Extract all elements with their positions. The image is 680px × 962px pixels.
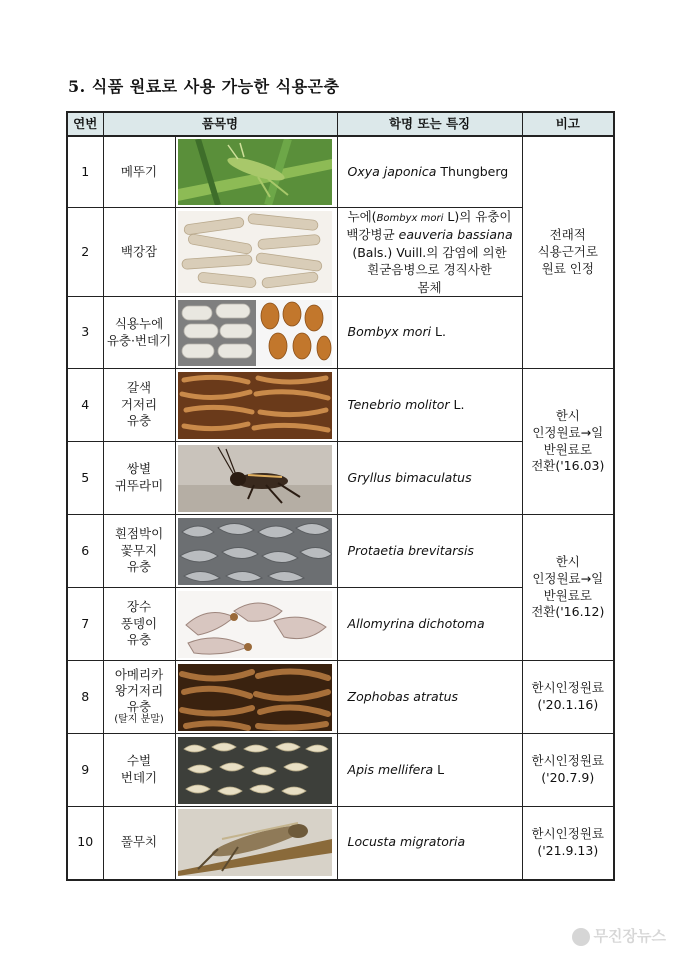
insect-name [103,442,175,515]
name-line: 쌍별 [126,461,152,477]
insect-photo-silkworm-dried [175,208,337,297]
desc-text: L)의 유충이 [443,209,512,224]
table-row [67,734,614,807]
insect-photo-white-spotted-grub [175,515,337,588]
row-number: 5 [67,442,103,515]
insect-name: 풀무치 [103,807,175,880]
note-line: 원료 인정 [541,260,594,276]
scientific-name [337,297,522,369]
scientific-italic: Protaetia brevitarsis [347,542,474,558]
scientific-author: L. [431,324,446,340]
scientific-name [337,369,522,442]
note-line: 한시 [555,553,580,569]
row-number: 6 [67,515,103,588]
edible-insects-table [66,111,615,881]
name-line: 유충 [126,698,152,714]
scientific-name [337,661,522,734]
scientific-italic: Bombyx mori [347,324,432,340]
row-number: 8 [67,661,103,734]
header-no: 연번 [67,112,103,136]
scientific-name [337,807,522,880]
note-line: 전환('16.12) [531,604,605,620]
header-scientific: 학명 또는 특징 [337,112,522,136]
note-line: 반원료로 [543,587,592,603]
name-line: 아메리카 [114,667,164,683]
note-line: 한시 [555,407,580,423]
scientific-italic: Allomyrina dichotoma [347,615,485,631]
insect-photo-silkworm-pupa [175,297,337,369]
note-line: 인정원료→일 [532,424,604,440]
scientific-name [337,588,522,661]
scientific-italic: Oxya japonica [347,163,437,179]
name-line: 왕거저리 [114,682,164,698]
note-line: 식용근거로 [537,244,598,260]
watermark [572,925,666,946]
desc-text: 백강병균 [346,227,399,242]
name-line: 식용누에 [114,315,164,331]
name-line: 갈색 [126,379,152,395]
note-line: ('20.1.16) [537,697,599,712]
note-line: 인정원료→일 [532,570,604,586]
insect-photo-grasshopper [175,136,337,208]
note-line: ('21.9.13) [537,842,599,858]
scientific-italic: Locusta migratoria [347,834,466,850]
note-row10 [522,807,614,880]
scientific-name [337,136,522,208]
scientific-name [337,442,522,515]
note-line: 한시인정원료 [531,825,604,841]
insect-photo-cricket [175,442,337,515]
insect-name [103,297,175,369]
name-line: 수벌 [126,753,152,769]
table-row [67,661,614,734]
name-line: 장수 [126,598,152,614]
desc-line: 몸체 [417,279,442,295]
desc-line [341,208,519,226]
row-number: 4 [67,369,103,442]
name-line: 유충 [126,632,152,648]
table-row [67,807,614,880]
note-line: 한시인정원료 [531,753,604,769]
insect-name: 메뚜기 [103,136,175,208]
name-line: 흰점박이 [114,525,164,541]
scientific-italic: Gryllus bimaculatus [347,469,472,485]
insect-photo-rhinoceros-beetle-grub [175,588,337,661]
row-number: 10 [67,807,103,880]
name-line: 풍뎅이 [120,615,158,631]
name-line: 번데기 [120,770,158,785]
name-line: 꽃무지 [120,542,158,558]
insect-photo-superworm [175,661,337,734]
scientific-italic: Zophobas atratus [347,688,459,704]
name-line: 거저리 [120,396,158,412]
insect-photo-mealworm [175,369,337,442]
scientific-description [337,208,522,297]
desc-line: 흰굳음병으로 경직사한 [367,262,492,277]
table-row [67,369,614,442]
name-line: 유충 [126,559,152,575]
desc-line: (Bals.) Vuill.의 감염에 의한 [352,244,507,260]
scientific-author: L. [449,396,465,412]
name-line: 유충 [126,413,152,429]
scientific-italic: Apis mellifera [347,761,434,777]
note-traditional [522,136,614,369]
row-number: 7 [67,588,103,661]
scientific-name [337,734,522,807]
insect-photo-migratory-locust [175,807,337,880]
note-line: ('20.7.9) [541,770,595,785]
note-line: 전래적 [549,227,586,243]
insect-name [103,369,175,442]
name-line: (탈지 분말) [114,714,164,726]
scientific-italic: Tenebrio molitor [347,396,450,412]
desc-line [341,226,519,244]
section-title: 5. 식품 원료로 사용 가능한 식용곤충 [68,77,340,96]
table-header-row [67,112,614,136]
scientific-name [337,515,522,588]
note-line: 반원료로 [543,441,592,457]
watermark-logo-icon [572,928,590,946]
table-row [67,136,614,208]
desc-italic: eauveria bassiana [398,227,513,242]
name-line: 유충·번데기 [106,332,172,348]
table-row [67,515,614,588]
insect-photo-drone-pupa [175,734,337,807]
header-note: 비고 [522,112,614,136]
row-number: 9 [67,734,103,807]
note-row8 [522,661,614,734]
row-number: 3 [67,297,103,369]
note-line: 한시인정원료 [531,680,604,696]
insect-name [103,734,175,807]
scientific-author: L [433,761,445,777]
scientific-author: Thungberg [436,163,509,179]
note-converted-1603 [522,369,614,515]
note-row9 [522,734,614,807]
insect-name [103,588,175,661]
note-converted-1612 [522,515,614,661]
insect-name [103,661,175,734]
insect-name: 백강잠 [103,208,175,297]
row-number: 2 [67,208,103,297]
desc-text: 누에( [347,209,377,224]
insect-name [103,515,175,588]
header-name: 품목명 [103,112,337,136]
watermark-text: 무진장뉴스 [593,927,666,945]
name-line: 귀뚜라미 [114,478,164,493]
note-line: 전환('16.03) [531,458,605,474]
desc-italic: Bombyx mori [376,213,444,224]
row-number: 1 [67,136,103,208]
